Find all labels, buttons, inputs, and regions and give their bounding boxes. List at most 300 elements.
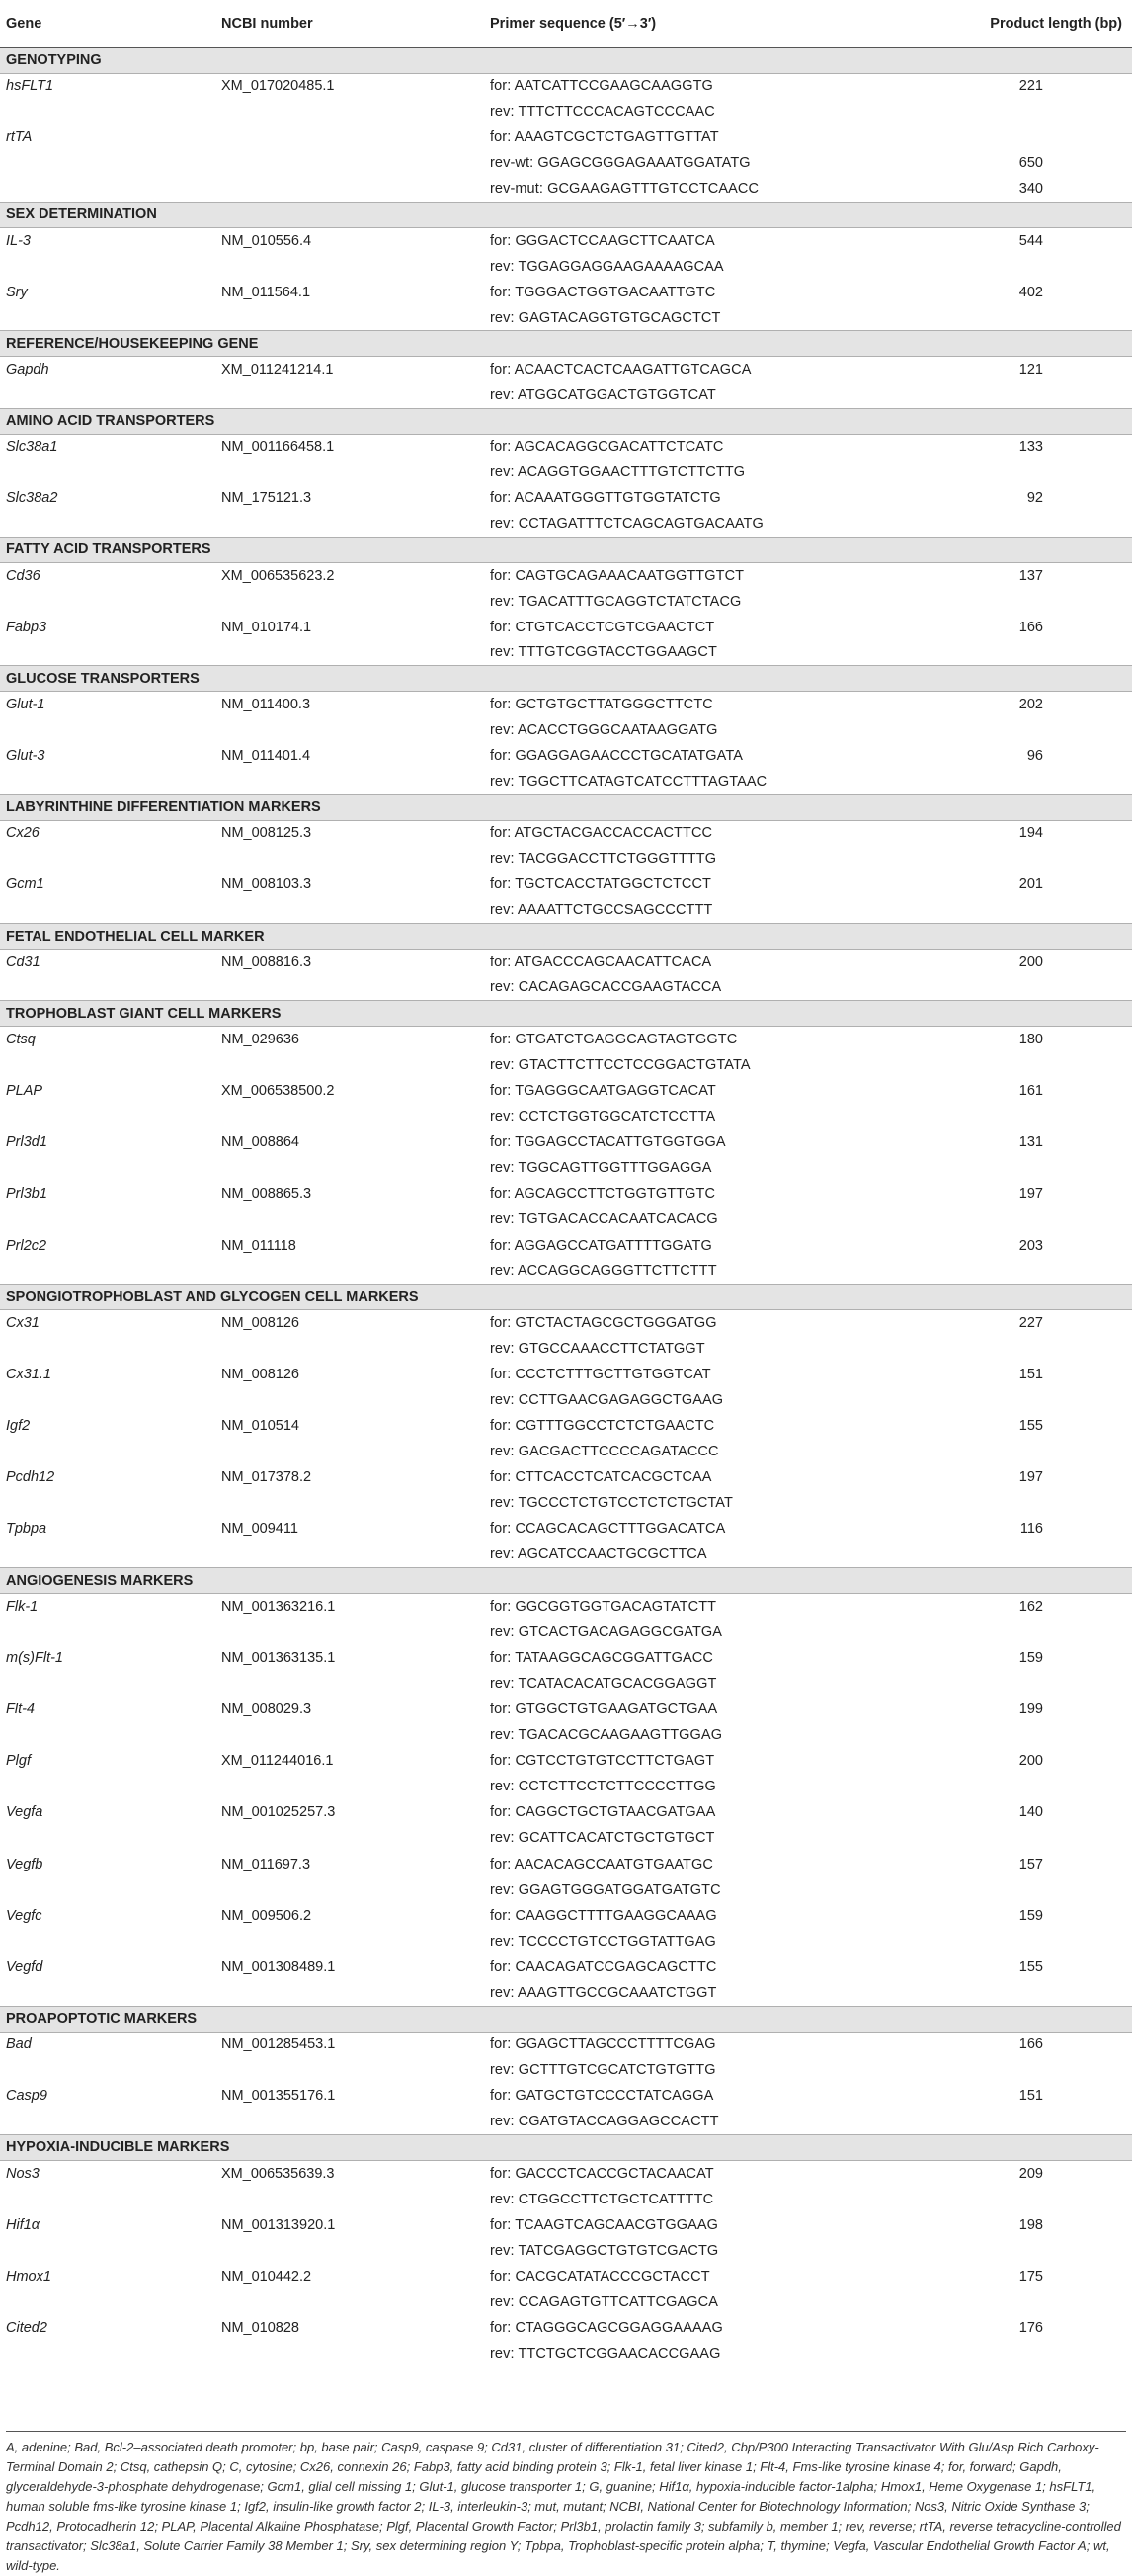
ncbi-cell: NM_011564.1: [221, 284, 311, 300]
header-ncbi: NCBI number: [215, 0, 484, 47]
ncbi-cell: [215, 382, 484, 408]
table-row: [0, 2315, 1132, 2341]
product-length-cell: [954, 1980, 1132, 2006]
product-length-cell: 137: [1018, 567, 1043, 584]
table-row: [0, 434, 1132, 459]
gene-cell: Flt-4: [6, 1702, 35, 1718]
ncbi-cell: [215, 2187, 484, 2212]
gene-cell: [0, 897, 215, 923]
product-length-cell: 209: [1018, 2165, 1043, 2182]
primer-cell: rev: TGACACGCAAGAAGTTGGAG: [490, 1727, 723, 1744]
table-row: [0, 1104, 1132, 1129]
product-length-cell: [954, 1052, 1132, 1078]
primer-cell: rev: TTCTGCTCGGAACACCGAAG: [490, 2346, 721, 2363]
gene-cell: Flk-1: [6, 1598, 39, 1615]
gene-cell: Cx31: [6, 1314, 40, 1331]
primer-cell: rev: ACAGGTGGAACTTTGTCTTCTTG: [490, 464, 746, 481]
ncbi-cell: [215, 1206, 484, 1232]
product-length-cell: 133: [1018, 439, 1043, 456]
product-length-cell: 227: [1018, 1314, 1043, 1331]
gene-cell: Cd31: [6, 954, 40, 970]
table-row: [0, 382, 1132, 408]
table-row: [0, 1490, 1132, 1516]
table-row: [0, 2160, 1132, 2186]
ncbi-cell: XM_011244016.1: [221, 1753, 334, 1770]
table-row: [0, 1542, 1132, 1568]
primer-cell: rev: CCTCTTCCTCTTCCCCTTGG: [490, 1779, 716, 1795]
table-row: [0, 1903, 1132, 1929]
product-length-cell: [954, 1929, 1132, 1954]
product-length-cell: 155: [1018, 1958, 1043, 1975]
table-row: [0, 1929, 1132, 1954]
table-row: [0, 1439, 1132, 1464]
product-length-cell: 157: [1018, 1856, 1043, 1872]
primer-cell: for: GCTGTGCTTATGGGCTTCTC: [490, 697, 713, 713]
primer-cell: for: AGCAGCCTTCTGGTGTTGTC: [490, 1186, 716, 1203]
primer-cell: rev: TCATACACATGCACGGAGGT: [490, 1675, 717, 1692]
gene-cell: Fabp3: [6, 619, 47, 635]
primer-cell: for: TCAAGTCAGCAACGTGGAAG: [490, 2216, 719, 2233]
primer-cell: for: AACACAGCCAATGTGAATGC: [490, 1856, 713, 1872]
primer-cell: rev: TTTGTCGGTACCTGGAAGCT: [490, 644, 717, 661]
gene-cell: Bad: [6, 2036, 32, 2053]
gene-cell: [0, 1387, 215, 1413]
ncbi-cell: NM_008029.3: [221, 1702, 312, 1718]
product-length-cell: [954, 459, 1132, 485]
ncbi-cell: NM_010556.4: [221, 232, 312, 249]
gene-cell: [0, 846, 215, 872]
table-row: [0, 1052, 1132, 1078]
gene-cell: Ctsq: [6, 1032, 36, 1048]
primer-cell: for: GTCTACTAGCGCTGGGATGG: [490, 1314, 717, 1331]
primer-cell: rev: GTCACTGACAGAGGCGATGA: [490, 1623, 723, 1640]
gene-cell: [0, 176, 215, 202]
primer-cell: rev: CCAGAGTGTTCATTCGAGCA: [490, 2293, 719, 2310]
ncbi-cell: [215, 1825, 484, 1851]
table-row: [0, 2238, 1132, 2264]
product-length-cell: 544: [1018, 232, 1043, 249]
gene-cell: Nos3: [6, 2165, 40, 2182]
primer-cell: for: AGGAGCCATGATTTTGGATG: [490, 1237, 712, 1254]
product-length-cell: [954, 1877, 1132, 1903]
product-length-cell: 175: [1018, 2268, 1043, 2285]
ncbi-cell: [215, 1671, 484, 1697]
table-row: [0, 1516, 1132, 1541]
primer-cell: for: GACCCTCACCGCTACAACAT: [490, 2165, 714, 2182]
primer-cell: rev: TTTCTTCCCACAGTCCCAAC: [490, 104, 715, 121]
gene-cell: [0, 2238, 215, 2264]
table-row: [0, 1155, 1132, 1181]
table-row: [0, 562, 1132, 588]
ncbi-cell: [215, 1620, 484, 1645]
product-length-cell: 203: [1018, 1237, 1043, 1254]
gene-cell: [0, 1104, 215, 1129]
section-title: PROAPOPTOTIC MARKERS: [0, 2006, 1132, 2032]
table-row: [0, 1413, 1132, 1439]
table-row: [0, 511, 1132, 537]
section-title: AMINO ACID TRANSPORTERS: [0, 408, 1132, 434]
ncbi-cell: NM_010514: [221, 1418, 299, 1435]
product-length-cell: 176: [1018, 2320, 1043, 2337]
table-row: [0, 2083, 1132, 2109]
ncbi-cell: NM_009411: [221, 1521, 298, 1537]
table-row: [0, 2289, 1132, 2315]
gene-cell: [0, 2057, 215, 2083]
primer-cell: rev: GTACTTCTTCCTCCGGACTGTATA: [490, 1056, 751, 1073]
primer-cell: rev: CCTAGATTTCTCAGCAGTGACAATG: [490, 516, 764, 533]
product-length-cell: 166: [1018, 619, 1043, 635]
section-row: [0, 794, 1132, 820]
product-length-cell: [954, 769, 1132, 794]
table-row: [0, 125, 1132, 150]
table-row: [0, 1078, 1132, 1104]
gene-cell: [0, 1336, 215, 1362]
section-row: [0, 47, 1132, 73]
gene-cell: [0, 1877, 215, 1903]
gene-cell: Glut-1: [6, 697, 45, 713]
gene-cell: rtTA: [6, 129, 33, 146]
gene-cell: hsFLT1: [6, 78, 54, 95]
product-length-cell: [954, 589, 1132, 615]
ncbi-cell: [215, 1155, 484, 1181]
gene-cell: Sry: [6, 284, 28, 300]
gene-cell: Hmox1: [6, 2268, 51, 2285]
primer-cell: rev: ACCAGGCAGGGTTCTTCTTT: [490, 1263, 717, 1280]
product-length-cell: 199: [1018, 1702, 1043, 1718]
gene-cell: [0, 2109, 215, 2134]
table-row: [0, 1464, 1132, 1490]
gene-cell: Vegfb: [6, 1856, 43, 1872]
table-row: [0, 150, 1132, 176]
table-row: [0, 2032, 1132, 2057]
table-row: [0, 1362, 1132, 1387]
product-length-cell: [954, 254, 1132, 280]
table-row: [0, 2212, 1132, 2238]
gene-cell: [0, 589, 215, 615]
ncbi-cell: [215, 1439, 484, 1464]
primer-cell: rev: TGGAGGAGGAAGAAAAGCAA: [490, 258, 724, 275]
product-length-cell: 202: [1018, 697, 1043, 713]
gene-cell: [0, 1155, 215, 1181]
primer-cell: rev: TACGGACCTTCTGGGTTTTG: [490, 851, 717, 868]
table-row: [0, 1129, 1132, 1155]
gene-cell: [0, 511, 215, 537]
ncbi-cell: NM_008125.3: [221, 825, 312, 842]
primer-cell: rev: CTGGCCTTCTGCTCATTTTC: [490, 2191, 714, 2207]
gene-cell: [0, 1774, 215, 1799]
gene-cell: IL-3: [6, 232, 31, 249]
gene-cell: [0, 99, 215, 125]
table-row: [0, 1774, 1132, 1799]
gene-cell: [0, 254, 215, 280]
primer-cell: for: TGAGGGCAATGAGGTCACAT: [490, 1082, 716, 1099]
product-length-cell: [954, 1387, 1132, 1413]
product-length-cell: [954, 717, 1132, 743]
primer-cell: for: CGTTTGGCCTCTCTGAACTC: [490, 1418, 715, 1435]
table-row: [0, 820, 1132, 846]
gene-cell: Igf2: [6, 1418, 31, 1435]
product-length-cell: 180: [1018, 1032, 1043, 1048]
primer-cell: for: GGGACTCCAAGCTTCAATCA: [490, 232, 715, 249]
table-row: [0, 176, 1132, 202]
ncbi-cell: NM_001363216.1: [221, 1598, 336, 1615]
primer-cell: rev: ACACCTGGGCAATAAGGATG: [490, 721, 718, 738]
product-length-cell: [954, 1336, 1132, 1362]
primer-cell: for: GGAGCTTAGCCCTTTTCGAG: [490, 2036, 716, 2053]
table-row: [0, 2264, 1132, 2289]
primer-cell: rev: GTGCCAAACCTTCTATGGT: [490, 1340, 705, 1357]
product-length-cell: [954, 2289, 1132, 2315]
gene-cell: [0, 2187, 215, 2212]
primer-cell: for: GATGCTGTCCCCTATCAGGA: [490, 2088, 714, 2105]
primer-cell: for: AGCACAGGCGACATTCTCATC: [490, 439, 724, 456]
product-length-cell: 194: [1018, 825, 1043, 842]
ncbi-cell: [215, 1052, 484, 1078]
ncbi-cell: [215, 1542, 484, 1568]
gene-cell: Casp9: [6, 2088, 47, 2105]
table-row: [0, 589, 1132, 615]
product-length-cell: 92: [1026, 490, 1043, 507]
primer-cell: rev: GAGTACAGGTGTGCAGCTCT: [490, 309, 721, 326]
table-row: [0, 640, 1132, 666]
ncbi-cell: [215, 2057, 484, 2083]
product-length-cell: 96: [1026, 748, 1043, 765]
section-row: [0, 924, 1132, 950]
ncbi-cell: XM_011241214.1: [221, 362, 334, 378]
section-row: [0, 2006, 1132, 2032]
table-row: [0, 692, 1132, 717]
primer-cell: for: AATCATTCCGAAGCAAGGTG: [490, 78, 713, 95]
product-length-cell: [954, 99, 1132, 125]
table-row: [0, 2187, 1132, 2212]
table-row: [0, 717, 1132, 743]
primer-cell: for: GTGGCTGTGAAGATGCTGAA: [490, 1702, 718, 1718]
product-length-cell: 159: [1018, 1649, 1043, 1666]
table-row: [0, 2341, 1132, 2367]
ncbi-cell: [215, 1774, 484, 1799]
ncbi-cell: NM_008126: [221, 1314, 299, 1331]
primer-cell: for: ACAACTCACTCAAGATTGTCAGCA: [490, 362, 752, 378]
header-primer: Primer sequence (5′→3′): [484, 0, 954, 47]
primer-cell: for: CCCTCTTTGCTTGTGGTCAT: [490, 1366, 711, 1382]
primer-cell: rev: TCCCCTGTCCTGGTATTGAG: [490, 1933, 716, 1950]
ncbi-cell: [215, 640, 484, 666]
gene-cell: [0, 1052, 215, 1078]
primer-cell: rev: CACAGAGCACCGAAGTACCA: [490, 979, 722, 996]
ncbi-cell: NM_008864: [221, 1134, 299, 1151]
table-row: [0, 1645, 1132, 1671]
product-length-cell: 161: [1018, 1082, 1043, 1099]
primer-cell: for: GGCGGTGGTGACAGTATCTT: [490, 1598, 717, 1615]
primer-cell: rev: AGCATCCAACTGCGCTTCA: [490, 1546, 707, 1563]
product-length-cell: 151: [1018, 2088, 1043, 2105]
gene-cell: [0, 1980, 215, 2006]
section-title: FETAL ENDOTHELIAL CELL MARKER: [0, 924, 1132, 950]
product-length-cell: [954, 1206, 1132, 1232]
ncbi-cell: XM_006535639.3: [221, 2165, 335, 2182]
product-length-cell: 131: [1018, 1134, 1043, 1151]
primer-cell: for: TGGGACTGGTGACAATTGTC: [490, 284, 716, 300]
ncbi-cell: NM_001308489.1: [221, 1958, 336, 1975]
table-row: [0, 1310, 1132, 1336]
ncbi-cell: [215, 1387, 484, 1413]
section-title: GLUCOSE TRANSPORTERS: [0, 666, 1132, 692]
product-length-cell: [954, 1490, 1132, 1516]
ncbi-cell: NM_017378.2: [221, 1469, 312, 1486]
ncbi-cell: NM_010828: [221, 2320, 299, 2337]
product-length-cell: [954, 2109, 1132, 2134]
product-length-cell: [954, 1671, 1132, 1697]
ncbi-cell: [215, 1336, 484, 1362]
table-row: [0, 769, 1132, 794]
ncbi-cell: NM_001313920.1: [221, 2216, 336, 2233]
primer-cell: for: ATGCTACGACCACCACTTCC: [490, 825, 713, 842]
product-length-cell: [954, 2238, 1132, 2264]
table-row: [0, 1954, 1132, 1980]
ncbi-cell: NM_029636: [221, 1032, 299, 1048]
primer-cell: for: CAACAGATCCGAGCAGCTTC: [490, 1958, 717, 1975]
ncbi-cell: [215, 846, 484, 872]
ncbi-cell: XM_006538500.2: [221, 1082, 335, 1099]
product-length-cell: [954, 2187, 1132, 2212]
gene-cell: Vegfa: [6, 1804, 43, 1821]
product-length-cell: [954, 1439, 1132, 1464]
gene-cell: Cx26: [6, 825, 40, 842]
ncbi-cell: NM_001285453.1: [221, 2036, 336, 2053]
primer-cell: for: ATGACCCAGCAACATTCACA: [490, 954, 712, 970]
ncbi-cell: [215, 975, 484, 1001]
gene-cell: [0, 382, 215, 408]
product-length-cell: [954, 125, 1132, 150]
ncbi-cell: NM_001025257.3: [221, 1804, 336, 1821]
ncbi-cell: [215, 511, 484, 537]
ncbi-cell: NM_011697.3: [221, 1856, 311, 1872]
table-row: [0, 305, 1132, 331]
ncbi-cell: [215, 176, 484, 202]
table-row: [0, 2057, 1132, 2083]
ncbi-cell: [215, 717, 484, 743]
table-row: [0, 1027, 1132, 1052]
primer-cell: rev: TGACATTTGCAGGTCTATCTACG: [490, 593, 742, 610]
product-length-cell: [954, 1104, 1132, 1129]
product-length-cell: 650: [1018, 155, 1043, 172]
table-row: [0, 1877, 1132, 1903]
product-length-cell: [954, 1722, 1132, 1748]
product-length-cell: [954, 640, 1132, 666]
table-row: [0, 1387, 1132, 1413]
table-row: [0, 1181, 1132, 1206]
ncbi-cell: NM_011400.3: [221, 697, 311, 713]
ncbi-cell: [215, 125, 484, 150]
product-length-cell: [954, 846, 1132, 872]
primer-cell: rev: TGGCAGTTGGTTTGGAGGA: [490, 1160, 712, 1177]
product-length-cell: 140: [1018, 1804, 1043, 1821]
ncbi-cell: [215, 2289, 484, 2315]
table-row: [0, 99, 1132, 125]
table-row: [0, 73, 1132, 99]
gene-cell: Prl3b1: [6, 1186, 47, 1203]
ncbi-cell: [215, 1722, 484, 1748]
section-title: FATTY ACID TRANSPORTERS: [0, 537, 1132, 562]
product-length-cell: 198: [1018, 2216, 1043, 2233]
table-row: [0, 615, 1132, 640]
primer-cell: for: CTAGGGCAGCGGAGGAAAAG: [490, 2320, 723, 2337]
gene-cell: [0, 459, 215, 485]
ncbi-cell: [215, 1980, 484, 2006]
section-title: ANGIOGENESIS MARKERS: [0, 1568, 1132, 1594]
gene-cell: [0, 975, 215, 1001]
table-row: [0, 897, 1132, 923]
table-row: [0, 1336, 1132, 1362]
gene-cell: Plgf: [6, 1753, 31, 1770]
primer-cell: rev: TGGCTTCATAGTCATCCTTTAGTAAC: [490, 773, 768, 789]
gene-cell: Slc38a1: [6, 439, 58, 456]
ncbi-cell: NM_175121.3: [221, 490, 312, 507]
table-body: [0, 47, 1132, 2367]
gene-cell: Pcdh12: [6, 1469, 55, 1486]
product-length-cell: 162: [1018, 1598, 1043, 1615]
primer-cell: rev: GCATTCACATCTGCTGTGCT: [490, 1830, 715, 1847]
product-length-cell: 116: [1019, 1521, 1043, 1537]
section-row: [0, 202, 1132, 227]
table-row: [0, 227, 1132, 253]
product-length-cell: [954, 382, 1132, 408]
ncbi-cell: NM_008865.3: [221, 1186, 312, 1203]
ncbi-cell: [215, 1104, 484, 1129]
ncbi-cell: [215, 769, 484, 794]
table-row: [0, 1206, 1132, 1232]
section-row: [0, 408, 1132, 434]
primer-cell: rev: TGTGACACCACAATCACACG: [490, 1211, 718, 1228]
table-row: [0, 2109, 1132, 2134]
gene-cell: Cd36: [6, 567, 40, 584]
gene-cell: m(s)Flt-1: [6, 1649, 63, 1666]
gene-cell: PLAP: [6, 1082, 43, 1099]
ncbi-cell: [215, 2341, 484, 2367]
gene-cell: [0, 1490, 215, 1516]
section-row: [0, 331, 1132, 357]
ncbi-cell: NM_001166458.1: [221, 439, 335, 456]
gene-cell: [0, 1620, 215, 1645]
table-row: [0, 872, 1132, 897]
gene-cell: Vegfc: [6, 1907, 42, 1924]
product-length-cell: [954, 511, 1132, 537]
product-length-cell: 197: [1018, 1186, 1043, 1203]
gene-cell: [0, 769, 215, 794]
ncbi-cell: NM_001355176.1: [221, 2088, 336, 2105]
table-row: [0, 357, 1132, 382]
gene-cell: [0, 2289, 215, 2315]
table-row: [0, 1748, 1132, 1774]
ncbi-cell: [215, 1490, 484, 1516]
ncbi-cell: NM_008126: [221, 1366, 299, 1382]
primer-cell: rev: CCTTGAACGAGAGGCTGAAG: [490, 1391, 724, 1408]
table-row: [0, 1799, 1132, 1825]
ncbi-cell: NM_011118: [221, 1237, 296, 1254]
product-length-cell: [954, 1825, 1132, 1851]
ncbi-cell: XM_017020485.1: [221, 78, 335, 95]
primer-cell: for: GTGATCTGAGGCAGTAGTGGTC: [490, 1032, 738, 1048]
table-row: [0, 743, 1132, 769]
ncbi-cell: [215, 150, 484, 176]
product-length-cell: 402: [1018, 284, 1043, 300]
gene-cell: [0, 1671, 215, 1697]
primer-cell: rev: TGCCCTCTGTCCTCTCTGCTAT: [490, 1495, 733, 1512]
table-header: [0, 0, 1132, 47]
table-footnote: A, adenine; Bad, Bcl-2–associated death promoter; bp, base pair; Casp9, caspase 9; Cd31, cluster of differentiation 31; Cited2, Cbp/P300 Interacting Transactivator With Glu/Asp Rich Carboxy-Terminal Domain 2; Ctsq, cathepsin Q; C, cytosine; Cx26, connexin 26; Fabp3, fatty acid binding protein 3; Flk-1, fetal liver kinase 1; Flt-4, Fms-like tyrosine kinase 4; for, forward; Gapdh, glyceraldehyde-3-phosphate dehydrogenase; Gcm1, glial cell missing 1; Glut-1, glucose transporter 1; G, guanine; Hif1α, hypoxia-inducible factor-1alpha; Hmox1, Heme Oxygenase 1; hsFLT1, human soluble fms-like tyrosine kinase 1; Igf2, insulin-like growth factor 2; IL-3, interleukin-3; mut, mutant; NCBI, National Center for Biotechnology Information; Nos3, Nitric Oxide Synthase 3; Pcdh12, Protocadherin 12; PLAP, Placental Alkaline Phosphatase; Plgf, Placental Growth Factor; Prl3b1, prolactin family 3; subfamily b, member 1; rev, reverse; rtTA, reverse tetracycline-controlled transactivator; Slc38a1, Solute Carrier Family 38 Member 1; Sry, sex determining region Y; Tpbpa, Trophoblast-specific protein alpha; T, thymine; Vegfa, Vascular Endothelial Growth Factor A; wt, wild-type.: [6, 2431, 1126, 2576]
primer-cell: rev-mut: GCGAAGAGTTTGTCCTCAACC: [490, 181, 760, 198]
product-length-cell: [954, 1620, 1132, 1645]
